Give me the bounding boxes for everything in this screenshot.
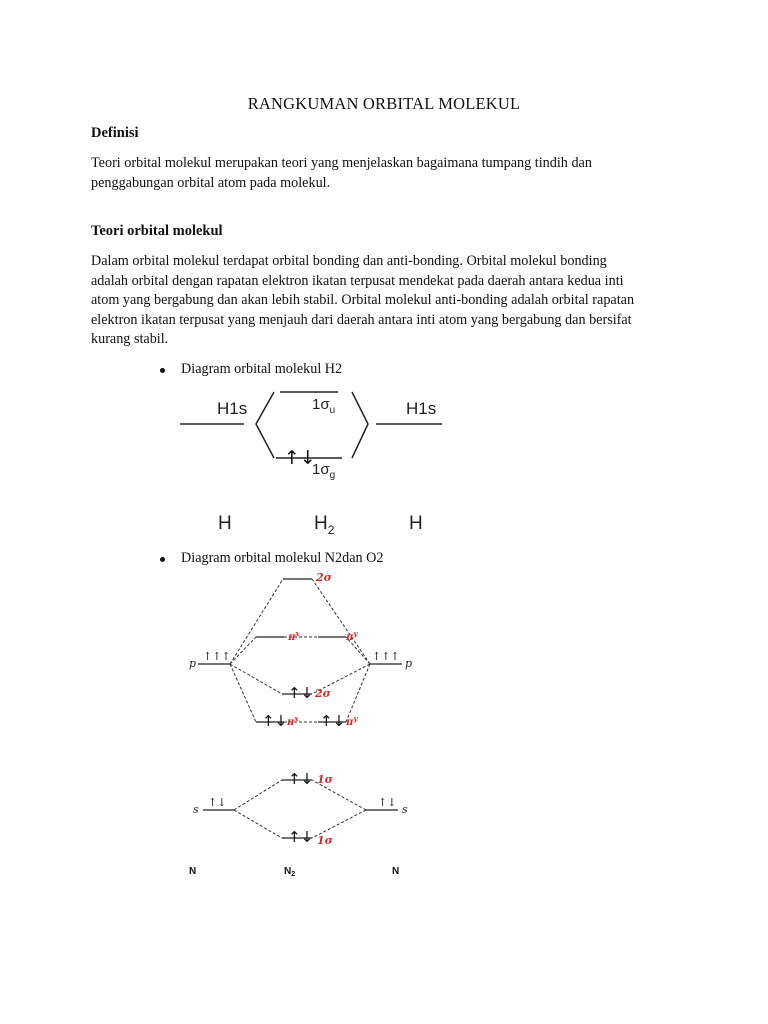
n2-molecule-label: $N_2$ bbox=[284, 866, 296, 878]
bullet-text: Diagram orbital molekul H2 bbox=[181, 361, 343, 377]
h1s-right-label: H1s bbox=[406, 399, 437, 418]
pi-star-x-label: $\pi^x$ bbox=[288, 629, 300, 643]
pi-x-electrons-icon: ↑↓ bbox=[262, 712, 288, 730]
h2-molecule-label: $H_2$ bbox=[314, 513, 335, 537]
h-atom-left-label: H bbox=[218, 513, 232, 534]
section-heading-teori: Teori orbital molekul bbox=[91, 223, 223, 239]
bullet-icon bbox=[160, 368, 165, 373]
paragraph-line: penggabungan orbital atom pada molekul. bbox=[91, 174, 331, 191]
paragraph-line: Dalam orbital molekul terdapat orbital bonding dan anti-bonding. Orbital molekul bonding bbox=[91, 253, 607, 269]
paragraph-teori bbox=[91, 252, 691, 350]
section-heading-definisi: Definisi bbox=[91, 125, 139, 141]
bonding-electron-arrows-icon: ↑↓ bbox=[284, 447, 316, 469]
right-p-electrons-icon: ↑↑↑ bbox=[372, 650, 400, 663]
sigma-star-2s-label: 1σ bbox=[317, 773, 333, 786]
paragraph-line: Teori orbital molekul merupakan teori yang menjelaskan bagaimana tumpang tindih dan bbox=[91, 155, 592, 171]
paragraph-line: kurang stabil. bbox=[91, 331, 169, 347]
sigma-star-2p-label: 2σ bbox=[316, 571, 332, 584]
n2-orbital-diagram bbox=[186, 570, 422, 888]
pi-star-y-label: $\pi^y$ bbox=[346, 629, 358, 643]
sigma-u-label: $1\sigma_u$ bbox=[312, 396, 336, 416]
page-title: RANGKUMAN ORBITAL MOLEKUL bbox=[247, 94, 521, 113]
paragraph-line: atom yang bergabung dan akan lebih stabil. Orbital molekul anti-bonding adalah orbital rapatan bbox=[91, 292, 635, 308]
bullet-text: Diagram orbital molekul N2dan O2 bbox=[181, 550, 384, 566]
left-p-label: p bbox=[189, 657, 197, 670]
paragraph-line: elektron ikatan terpusat yang menjauh dari daerah antara inti atom yang bergabung dan bersifat bbox=[91, 311, 632, 328]
paragraph-definisi bbox=[91, 154, 691, 193]
pi-y-label: $\pi^y$ bbox=[346, 714, 358, 728]
bullet-icon bbox=[160, 557, 165, 562]
left-s-electrons-icon: ↑↓ bbox=[208, 796, 227, 809]
left-s-label: s bbox=[193, 803, 199, 816]
sigma-star-2s-electrons-icon: ↑↓ bbox=[288, 770, 314, 788]
right-s-electrons-icon: ↑↓ bbox=[378, 796, 397, 809]
sigma-2s-electrons-icon: ↑↓ bbox=[288, 828, 314, 846]
pi-x-label: $\pi^x$ bbox=[287, 714, 299, 728]
paragraph-line: adalah orbital dengan rapatan elektron ikatan terpusat mendekat pada daerah antara kedua inti bbox=[91, 272, 624, 289]
h1s-left-label: H1s bbox=[217, 399, 248, 418]
h-atom-right-label: H bbox=[409, 513, 423, 534]
right-s-label: s bbox=[402, 803, 408, 816]
left-p-electrons-icon: ↑↑↑ bbox=[203, 650, 231, 663]
sigma-2p-label: 2σ bbox=[315, 687, 331, 700]
sigma-g-label: $1\sigma_g$ bbox=[312, 461, 336, 481]
n-atom-left-label: N bbox=[189, 866, 197, 877]
sigma-2s-label: 1σ bbox=[317, 834, 333, 847]
pi-y-electrons-icon: ↑↓ bbox=[320, 712, 346, 730]
n-atom-right-label: N bbox=[392, 866, 400, 877]
h2-orbital-diagram bbox=[180, 382, 455, 544]
right-p-label: p bbox=[405, 657, 413, 670]
sigma-2p-electrons-icon: ↑↓ bbox=[288, 684, 314, 702]
